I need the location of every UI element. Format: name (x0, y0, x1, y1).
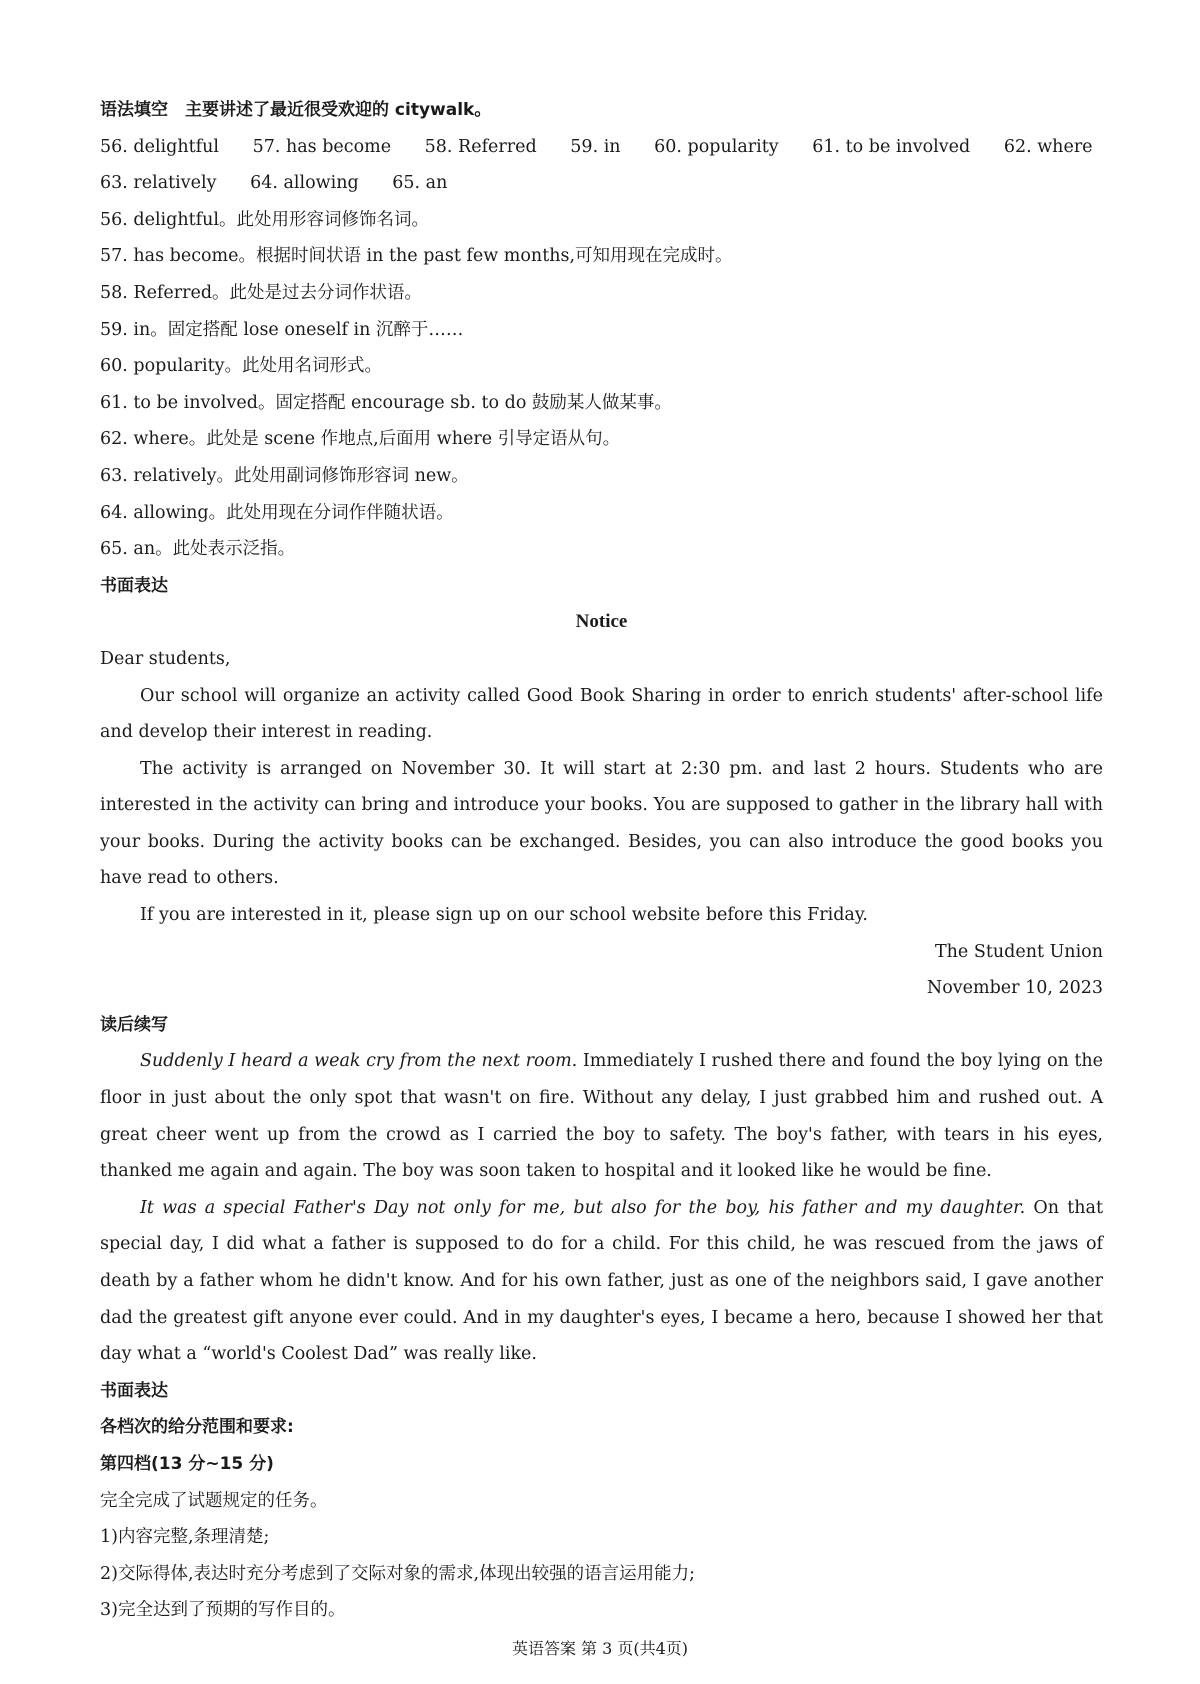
answer-62: 62. where (1003, 136, 1093, 157)
answer-58: 58. Referred (424, 136, 537, 157)
explanation-56: 56. delightful。此处用形容词修饰名词。 (100, 209, 429, 230)
page-footer: 英语答案 第 3 页(共4页) (511, 1639, 689, 1658)
answer-60: 60. popularity (654, 136, 779, 157)
grammar-heading: 语法填空 主要讲述了最近很受欢迎的 citywalk。 (100, 100, 492, 120)
answer-61: 61. to be involved (812, 136, 971, 157)
notice-date: November 10, 2023 (926, 978, 1103, 999)
continuation-p2-rest: On that special day, I did what a father is supposed to do for a child. For this child, he was rescued from the jaws of death by a father whom he didn't know. And for his own father, just as one of the neighbors said, I gave another dad the greatest gift anyone ever could. And in my daughter's eyes, I became a hero, because I showed her that day what a “world's Coolest Dad” was really like. (100, 1197, 1103, 1365)
explanation-63: 63. relatively。此处用副词修饰形容词 new。 (100, 465, 469, 486)
answer-row-1 (100, 129, 1103, 166)
explanation-58: 58. Referred。此处是过去分词作状语。 (100, 282, 423, 303)
notice-paragraph-1: Our school will organize an activity called Good Book Sharing in order to enrich students' after-school life and develop their interest in reading. (100, 685, 1103, 743)
answer-59: 59. in (570, 136, 621, 157)
explanation-60: 60. popularity。此处用名词形式。 (100, 356, 383, 377)
explanation-61: 61. to be involved。固定搭配 encourage sb. to do 鼓励某人做某事。 (100, 392, 672, 413)
notice-title: Notice (575, 611, 628, 633)
continuation-p1-lead: Suddenly I heard a weak cry from the next room. (140, 1051, 578, 1072)
answer-57: 57. has become (252, 136, 392, 157)
continuation-p2-lead: It was a special Father's Day not only for me, but also for the boy, his father and my daughter. (140, 1197, 1026, 1218)
explanation-64: 64. allowing。此处用现在分词作伴随状语。 (100, 502, 454, 523)
scoring-heading: 书面表达 (100, 1380, 168, 1401)
scoring-item-1: 1)内容完整,条理清楚; (100, 1527, 270, 1548)
continuation-heading: 读后续写 (100, 1014, 168, 1035)
explanation-65: 65. an。此处表示泛指。 (100, 539, 296, 560)
explanation-57: 57. has become。根据时间状语 in the past few months,可知用现在完成时。 (100, 246, 733, 267)
scoring-tier: 第四档(13 分~15 分) (100, 1453, 274, 1474)
writing-heading: 书面表达 (100, 575, 168, 596)
answer-page (100, 92, 1103, 1629)
scoring-item-3: 3)完全达到了预期的写作目的。 (100, 1600, 346, 1621)
scoring-subheading: 各档次的给分范围和要求: (100, 1417, 294, 1438)
notice-salutation: Dear students, (100, 648, 231, 669)
notice-signature: The Student Union (934, 941, 1103, 962)
continuation-paragraph-2 (100, 1190, 1103, 1373)
notice-paragraph-3: If you are interested in it, please sign up on our school website before this Friday. (140, 905, 868, 926)
continuation-paragraph-1 (100, 1043, 1103, 1189)
answer-63: 63. relatively (100, 173, 217, 194)
answer-65: 65. an (392, 173, 448, 194)
scoring-item-2: 2)交际得体,表达时充分考虑到了交际对象的需求,体现出较强的语言运用能力; (100, 1563, 695, 1584)
notice-paragraph-2: The activity is arranged on November 30. It will start at 2:30 pm. and last 2 hours. Students who are interested in the activity can bring and introduce your books. You are supposed to gather in the library hall with your books. During the activity books can be exchanged. Besides, you can also introduce the good books you have read to others. (100, 758, 1103, 889)
answer-row-2 (100, 165, 1103, 202)
answer-56: 56. delightful (100, 136, 219, 157)
scoring-summary: 完全完成了试题规定的任务。 (100, 1490, 328, 1511)
answer-64: 64. allowing (250, 173, 359, 194)
explanation-62: 62. where。此处是 scene 作地点,后面用 where 引导定语从句。 (100, 429, 621, 450)
explanation-59: 59. in。固定搭配 lose oneself in 沉醉于…… (100, 319, 464, 340)
continuation-p1-rest: Immediately I rushed there and found the boy lying on the floor in just about the only spot that wasn't on fire. Without any delay, I just grabbed him and rushed out. A great cheer went up from the crowd as I carried the boy to safety. The boy's father, with tears in his eyes, thanked me again and again. The boy was soon taken to hospital and it looked like he would be fine. (100, 1051, 1104, 1182)
